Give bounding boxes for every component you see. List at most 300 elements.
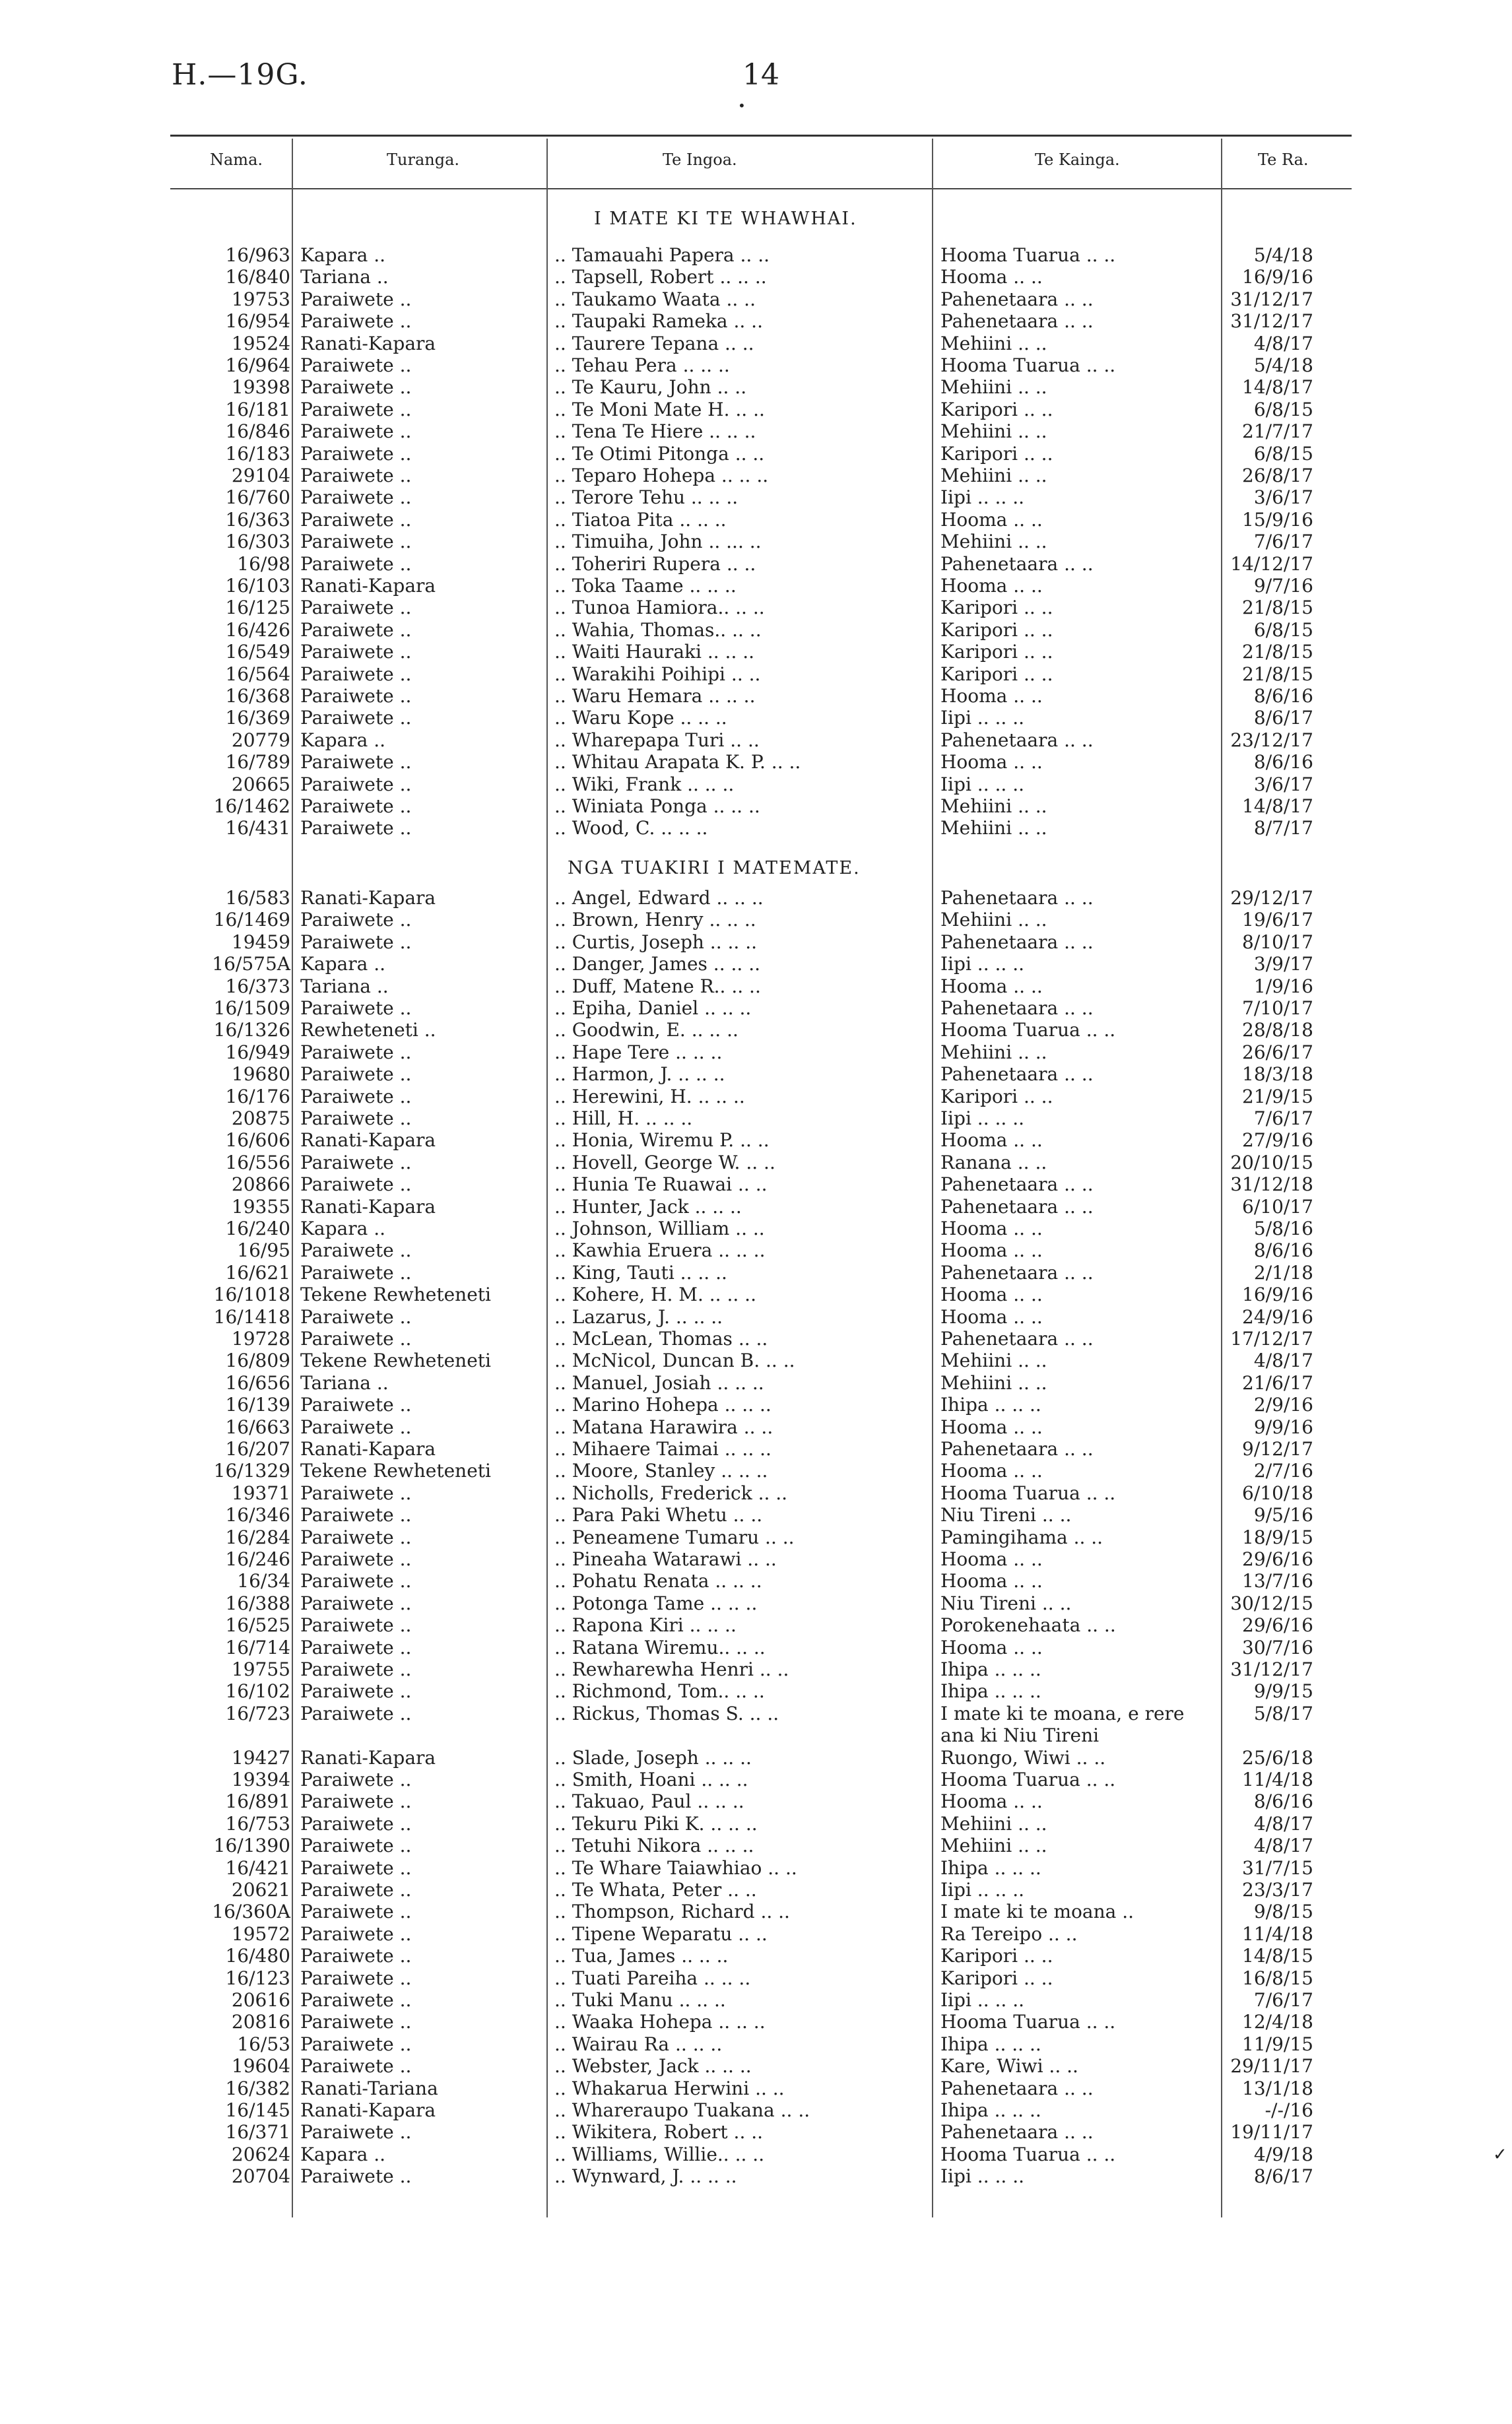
kainga-cell: Pahenetaara .. .. <box>940 288 1094 310</box>
ra-cell: 9/9/15 <box>1253 1680 1313 1703</box>
nama-cell: 16/98 <box>237 552 290 575</box>
turanga-cell: Kapara .. <box>300 953 386 975</box>
ra-cell: 5/4/18 <box>1253 354 1313 376</box>
ra-cell: 17/12/17 <box>1230 1328 1313 1350</box>
kainga-cell: Pahenetaara .. .. <box>940 1195 1094 1218</box>
ingoa-cell: .. Tua, James .. .. .. <box>554 1945 729 1967</box>
ingoa-cell: .. Rapona Kiri .. .. .. <box>554 1614 737 1637</box>
kainga-cell: Pahenetaara .. .. <box>940 1261 1094 1284</box>
nama-cell: 16/183 <box>225 442 290 465</box>
kainga-cell: Mehiini .. .. <box>940 909 1047 931</box>
kainga-cell: ana ki Niu Tireni <box>940 1724 1100 1747</box>
nama-cell: 16/368 <box>225 685 290 707</box>
nama-cell: 16/1469 <box>213 909 290 931</box>
nama-cell: 16/840 <box>225 266 290 288</box>
ingoa-cell: .. Te Moni Mate H. .. .. <box>554 398 765 420</box>
nama-cell: 19524 <box>231 332 290 354</box>
ingoa-cell: .. Waru Hemara .. .. .. <box>554 685 756 707</box>
kainga-cell: Mehiini .. .. <box>940 1371 1047 1394</box>
ra-cell: 7/6/17 <box>1253 531 1313 553</box>
kainga-cell: Iipi .. .. .. <box>940 773 1024 795</box>
kainga-cell: Karipori .. .. <box>940 442 1053 465</box>
nama-cell: 16/575A <box>212 953 290 975</box>
ra-cell: 16/9/16 <box>1242 266 1313 288</box>
nama-cell: 16/789 <box>225 751 290 773</box>
ingoa-cell: .. Wood, C. .. .. .. <box>554 817 708 839</box>
ra-cell: 26/8/17 <box>1242 465 1313 486</box>
nama-cell: 16/964 <box>225 354 290 376</box>
ra-cell: 8/10/17 <box>1242 931 1313 953</box>
ra-cell: 14/8/17 <box>1242 795 1313 817</box>
nama-cell: 16/564 <box>225 663 290 685</box>
ra-cell: 15/9/16 <box>1242 508 1313 531</box>
nama-cell: 19604 <box>231 2055 290 2078</box>
nama-cell: 16/426 <box>225 618 290 641</box>
header-rule-bottom <box>170 188 1352 189</box>
ra-cell: 6/10/17 <box>1242 1195 1313 1218</box>
ra-cell: 31/12/17 <box>1230 1658 1313 1680</box>
kainga-cell: Pahenetaara .. .. <box>940 1063 1094 1086</box>
kainga-cell: Ihipa .. .. .. <box>940 2033 1041 2055</box>
turanga-cell: Paraiwete .. <box>300 398 412 420</box>
kainga-cell: Hooma .. .. <box>940 1548 1043 1570</box>
turanga-cell: Paraiwete .. <box>300 1989 412 2011</box>
ra-cell: 19/11/17 <box>1230 2121 1313 2144</box>
ra-cell: 5/8/16 <box>1253 1218 1313 1239</box>
ingoa-cell: .. Whareraupo Tuakana .. .. <box>554 2099 810 2121</box>
nama-cell: 19572 <box>231 1922 290 1945</box>
section-title-whawhai: I MATE KI TE WHAWHAI. <box>594 209 857 229</box>
ra-cell: 8/6/17 <box>1253 707 1313 729</box>
nama-cell: 16/663 <box>225 1416 290 1438</box>
ingoa-cell: .. Rewharewha Henri .. .. <box>554 1658 789 1680</box>
ingoa-cell: .. Tuati Pareiha .. .. .. <box>554 1967 751 1989</box>
ra-cell: 8/6/17 <box>1253 2165 1313 2188</box>
nama-cell: 16/1329 <box>213 1460 290 1482</box>
nama-cell: 19371 <box>231 1482 290 1504</box>
turanga-cell: Paraiwete .. <box>300 909 412 931</box>
nama-cell: 16/371 <box>225 2121 290 2144</box>
kainga-cell: I mate ki te moana, e rere <box>940 1702 1185 1724</box>
nama-cell: 16/1326 <box>213 1019 290 1041</box>
nama-cell: 16/606 <box>225 1129 290 1152</box>
kainga-cell: Pahenetaara .. .. <box>940 729 1094 751</box>
turanga-cell: Paraiwete .. <box>300 1173 412 1196</box>
turanga-cell: Paraiwete .. <box>300 1636 412 1658</box>
ingoa-cell: .. Johnson, William .. .. <box>554 1218 765 1239</box>
turanga-cell: Paraiwete .. <box>300 288 412 310</box>
kainga-cell: Iipi .. .. .. <box>940 1989 1024 2011</box>
turanga-cell: Paraiwete .. <box>300 1305 412 1328</box>
turanga-cell: Paraiwete .. <box>300 442 412 465</box>
ra-cell: 4/9/18 <box>1253 2143 1313 2165</box>
column-header-ingoa: Te Ingoa. <box>663 150 737 169</box>
nama-cell: 16/480 <box>225 1945 290 1967</box>
nama-cell: 16/954 <box>225 310 290 333</box>
ra-cell: 14/12/17 <box>1230 552 1313 575</box>
kainga-cell: Karipori .. .. <box>940 1945 1053 1967</box>
nama-cell: 16/714 <box>225 1636 290 1658</box>
turanga-cell: Paraiwete .. <box>300 1812 412 1835</box>
kainga-cell: Hooma .. .. <box>940 1570 1043 1592</box>
ra-cell: 2/9/16 <box>1253 1394 1313 1416</box>
nama-cell: 16/284 <box>225 1526 290 1548</box>
turanga-cell: Paraiwete .. <box>300 2033 412 2055</box>
turanga-cell: Paraiwete .. <box>300 685 412 707</box>
ingoa-cell: .. Marino Hohepa .. .. .. <box>554 1394 772 1416</box>
ingoa-cell: .. Toka Taame .. .. .. <box>554 575 737 597</box>
kainga-cell: Hooma .. .. <box>940 1636 1043 1658</box>
nama-cell: 16/949 <box>225 1041 290 1063</box>
nama-cell: 16/525 <box>225 1614 290 1637</box>
turanga-cell: Paraiwete .. <box>300 1085 412 1107</box>
kainga-cell: Hooma .. .. <box>940 508 1043 531</box>
kainga-cell: Hooma Tuarua .. .. <box>940 2143 1116 2165</box>
ingoa-cell: .. Pineaha Watarawi .. .. <box>554 1548 777 1570</box>
nama-cell: 16/373 <box>225 975 290 997</box>
ingoa-cell: .. Hovell, George W. .. .. <box>554 1151 775 1173</box>
turanga-cell: Paraiwete .. <box>300 1945 412 1967</box>
turanga-cell: Ranati-Kapara <box>300 887 436 909</box>
kainga-cell: Hooma .. .. <box>940 266 1043 288</box>
kainga-cell: Mehiini .. .. <box>940 817 1047 839</box>
nama-cell: 20704 <box>231 2165 290 2188</box>
ingoa-cell: .. Pohatu Renata .. .. .. <box>554 1570 762 1592</box>
kainga-cell: Ihipa .. .. .. <box>940 1856 1041 1879</box>
kainga-cell: Karipori .. .. <box>940 663 1053 685</box>
ingoa-cell: .. King, Tauti .. .. .. <box>554 1261 727 1284</box>
ingoa-cell: .. Curtis, Joseph .. .. .. <box>554 931 758 953</box>
ra-cell: 5/4/18 <box>1253 244 1313 266</box>
ra-cell: 29/11/17 <box>1230 2055 1313 2078</box>
nama-cell: 16/102 <box>225 1680 290 1703</box>
ingoa-cell: .. Peneamene Tumaru .. .. <box>554 1526 795 1548</box>
nama-cell: 19394 <box>231 1769 290 1790</box>
turanga-cell: Paraiwete .. <box>300 376 412 399</box>
ingoa-cell: .. Ratana Wiremu.. .. .. <box>554 1636 766 1658</box>
turanga-cell: Paraiwete .. <box>300 1856 412 1879</box>
turanga-cell: Paraiwete .. <box>300 420 412 443</box>
kainga-cell: Hooma Tuarua .. .. <box>940 2011 1116 2033</box>
ingoa-cell: .. Te Otimi Pitonga .. .. <box>554 442 765 465</box>
nama-cell: 16/891 <box>225 1790 290 1813</box>
ingoa-cell: .. Taupaki Rameka .. .. <box>554 310 763 333</box>
nama-cell: 16/549 <box>225 641 290 663</box>
nama-cell: 16/145 <box>225 2099 290 2121</box>
kainga-cell: Pahenetaara .. .. <box>940 1438 1094 1460</box>
kainga-cell: Hooma Tuarua .. .. <box>940 354 1116 376</box>
ra-cell: 3/9/17 <box>1253 953 1313 975</box>
kainga-cell: Hooma Tuarua .. .. <box>940 1482 1116 1504</box>
ra-cell: 4/8/17 <box>1253 1812 1313 1835</box>
ingoa-cell: .. Waru Kope .. .. .. <box>554 707 727 729</box>
nama-cell: 16/95 <box>237 1239 290 1262</box>
turanga-cell: Paraiwete .. <box>300 1151 412 1173</box>
ingoa-cell: .. Potonga Tame .. .. .. <box>554 1592 758 1614</box>
ingoa-cell: .. Brown, Henry .. .. .. <box>554 909 756 931</box>
turanga-cell: Paraiwete .. <box>300 1107 412 1129</box>
ra-cell: 21/8/15 <box>1242 597 1313 619</box>
kainga-cell: Ra Tereipo .. .. <box>940 1922 1078 1945</box>
column-header-turanga: Turanga. <box>387 150 460 169</box>
ra-cell: 31/7/15 <box>1242 1856 1313 1879</box>
kainga-cell: Ihipa .. .. .. <box>940 1658 1041 1680</box>
ingoa-cell: .. Tetuhi Nikora .. .. .. <box>554 1835 754 1857</box>
nama-cell: 20779 <box>231 729 290 751</box>
nama-cell: 16/723 <box>225 1702 290 1724</box>
ra-cell: 27/9/16 <box>1242 1129 1313 1152</box>
ingoa-cell: .. Epiha, Daniel .. .. .. <box>554 997 752 1019</box>
ra-cell: 8/6/16 <box>1253 1239 1313 1262</box>
nama-cell: 20875 <box>231 1107 290 1129</box>
ingoa-cell: .. Manuel, Josiah .. .. .. <box>554 1371 764 1394</box>
ingoa-cell: .. Tapsell, Robert .. .. .. <box>554 266 767 288</box>
kainga-cell: Hooma .. .. <box>940 1284 1043 1306</box>
turanga-cell: Paraiwete .. <box>300 354 412 376</box>
turanga-cell: Paraiwete .. <box>300 1614 412 1637</box>
ingoa-cell: .. Mihaere Taimai .. .. .. <box>554 1438 772 1460</box>
turanga-cell: Kapara .. <box>300 729 386 751</box>
turanga-cell: Paraiwete .. <box>300 751 412 773</box>
kainga-cell: Niu Tireni .. .. <box>940 1592 1072 1614</box>
turanga-cell: Paraiwete .. <box>300 1261 412 1284</box>
ra-cell: 31/12/17 <box>1230 310 1313 333</box>
ra-cell: 13/1/18 <box>1242 2077 1313 2099</box>
nama-cell: 16/139 <box>225 1394 290 1416</box>
nama-cell: 20624 <box>231 2143 290 2165</box>
turanga-cell: Ranati-Kapara <box>300 1438 436 1460</box>
turanga-cell: Paraiwete .. <box>300 1702 412 1724</box>
ingoa-cell: .. Rickus, Thomas S. .. .. <box>554 1702 779 1724</box>
ingoa-cell: .. Thompson, Richard .. .. <box>554 1901 790 1923</box>
ra-cell: 8/6/16 <box>1253 685 1313 707</box>
ra-cell: 21/8/15 <box>1242 641 1313 663</box>
ra-cell: 8/6/16 <box>1253 1790 1313 1813</box>
nama-cell: 16/656 <box>225 1371 290 1394</box>
ra-cell: 8/7/17 <box>1253 817 1313 839</box>
turanga-cell: Tariana .. <box>300 1371 389 1394</box>
ra-cell: 9/7/16 <box>1253 575 1313 597</box>
nama-cell: 16/181 <box>225 398 290 420</box>
kainga-cell: Hooma .. .. <box>940 685 1043 707</box>
ingoa-cell: .. Tuki Manu .. .. .. <box>554 1989 726 2011</box>
turanga-cell: Paraiwete .. <box>300 486 412 509</box>
kainga-cell: Karipori .. .. <box>940 597 1053 619</box>
kainga-cell: Ranana .. .. <box>940 1151 1047 1173</box>
kainga-cell: Hooma .. .. <box>940 1460 1043 1482</box>
kainga-cell: Pahenetaara .. .. <box>940 887 1094 909</box>
kainga-cell: Pamingihama .. .. <box>940 1526 1103 1548</box>
ingoa-cell: .. Wynward, J. .. .. .. <box>554 2165 737 2188</box>
turanga-cell: Paraiwete .. <box>300 1548 412 1570</box>
ingoa-cell: .. Tamauahi Papera .. .. <box>554 244 770 266</box>
ingoa-cell: .. Te Whata, Peter .. .. <box>554 1879 757 1901</box>
ingoa-cell: .. Duff, Matene R.. .. .. <box>554 975 761 997</box>
turanga-cell: Paraiwete .. <box>300 465 412 486</box>
ra-cell: 14/8/17 <box>1242 376 1313 399</box>
turanga-cell: Paraiwete .. <box>300 2165 412 2188</box>
ingoa-cell: .. Te Whare Taiawhiao .. .. <box>554 1856 797 1879</box>
ingoa-cell: .. Goodwin, E. .. .. .. <box>554 1019 739 1041</box>
turanga-cell: Paraiwete .. <box>300 2011 412 2033</box>
nama-cell: 16/760 <box>225 486 290 509</box>
ingoa-cell: .. Angel, Edward .. .. .. <box>554 887 764 909</box>
ingoa-cell: .. Taurere Tepana .. .. <box>554 332 754 354</box>
kainga-cell: Ihipa .. .. .. <box>940 1394 1041 1416</box>
turanga-cell: Kapara .. <box>300 1218 386 1239</box>
turanga-cell: Paraiwete .. <box>300 997 412 1019</box>
ingoa-cell: .. Teparo Hohepa .. .. .. <box>554 465 769 486</box>
nama-cell: 19755 <box>231 1658 290 1680</box>
ingoa-cell: .. Tekuru Piki K. .. .. .. <box>554 1812 758 1835</box>
kainga-cell: Mehiini .. .. <box>940 465 1047 486</box>
kainga-cell: Iipi .. .. .. <box>940 486 1024 509</box>
ingoa-cell: .. Hunia Te Ruawai .. .. <box>554 1173 768 1196</box>
kainga-cell: Pahenetaara .. .. <box>940 2077 1094 2099</box>
turanga-cell: Ranati-Kapara <box>300 575 436 597</box>
ra-cell: 29/6/16 <box>1242 1548 1313 1570</box>
turanga-cell: Paraiwete .. <box>300 1526 412 1548</box>
nama-cell: 16/246 <box>225 1548 290 1570</box>
turanga-cell: Paraiwete .. <box>300 1570 412 1592</box>
ra-cell: 31/12/18 <box>1230 1173 1313 1196</box>
kainga-cell: Karipori .. .. <box>940 641 1053 663</box>
nama-cell: 19680 <box>231 1063 290 1086</box>
turanga-cell: Paraiwete .. <box>300 1592 412 1614</box>
ingoa-cell: .. Nicholls, Frederick .. .. <box>554 1482 788 1504</box>
nama-cell: 16/34 <box>237 1570 290 1592</box>
turanga-cell: Paraiwete .. <box>300 1482 412 1504</box>
margin-mark: ✓ <box>1493 2145 1507 2165</box>
turanga-cell: Ranati-Tariana <box>300 2077 438 2099</box>
ingoa-cell: .. Tehau Pera .. .. .. <box>554 354 730 376</box>
nama-cell: 16/963 <box>225 244 290 266</box>
nama-cell: 16/363 <box>225 508 290 531</box>
kainga-cell: Karipori .. .. <box>940 618 1053 641</box>
ra-cell: 3/6/17 <box>1253 773 1313 795</box>
kainga-cell: Pahenetaara .. .. <box>940 552 1094 575</box>
ra-cell: 9/5/16 <box>1253 1504 1313 1526</box>
ra-cell: 23/12/17 <box>1230 729 1313 751</box>
ra-cell: -/-/16 <box>1265 2099 1313 2121</box>
kainga-cell: Hooma Tuarua .. .. <box>940 1019 1116 1041</box>
kainga-cell: Mehiini .. .. <box>940 531 1047 553</box>
ra-cell: 16/9/16 <box>1242 1284 1313 1306</box>
ra-cell: 26/6/17 <box>1242 1041 1313 1063</box>
ingoa-cell: .. Honia, Wiremu P. .. .. <box>554 1129 770 1152</box>
column-divider <box>546 139 548 2217</box>
ra-cell: 3/6/17 <box>1253 486 1313 509</box>
nama-cell: 19427 <box>231 1746 290 1769</box>
column-header-nama: Nama. <box>210 150 263 169</box>
turanga-cell: Paraiwete .. <box>300 597 412 619</box>
ingoa-cell: .. McLean, Thomas .. .. <box>554 1328 768 1350</box>
turanga-cell: Paraiwete .. <box>300 2055 412 2078</box>
ra-cell: 6/8/15 <box>1253 618 1313 641</box>
turanga-cell: Tariana .. <box>300 975 389 997</box>
ingoa-cell: .. Danger, James .. .. .. <box>554 953 760 975</box>
ingoa-cell: .. Hape Tere .. .. .. <box>554 1041 723 1063</box>
nama-cell: 16/360A <box>212 1901 290 1923</box>
kainga-cell: Hooma Tuarua .. .. <box>940 1769 1116 1790</box>
ingoa-cell: .. Tena Te Hiere .. .. .. <box>554 420 756 443</box>
ra-cell: 9/12/17 <box>1242 1438 1313 1460</box>
turanga-cell: Paraiwete .. <box>300 795 412 817</box>
ingoa-cell: .. Tiatoa Pita .. .. .. <box>554 508 727 531</box>
ra-cell: 12/4/18 <box>1242 2011 1313 2033</box>
ingoa-cell: .. Matana Harawira .. .. <box>554 1416 773 1438</box>
ra-cell: 11/4/18 <box>1242 1922 1313 1945</box>
nama-cell: 16/1390 <box>213 1835 290 1857</box>
ingoa-cell: .. Tipene Weparatu .. .. <box>554 1922 768 1945</box>
ra-cell: 11/9/15 <box>1242 2033 1313 2055</box>
turanga-cell: Paraiwete .. <box>300 310 412 333</box>
kainga-cell: Ihipa .. .. .. <box>940 1680 1041 1703</box>
turanga-cell: Paraiwete .. <box>300 1901 412 1923</box>
turanga-cell: Paraiwete .. <box>300 1769 412 1790</box>
turanga-cell: Tekene Rewheteneti <box>300 1460 491 1482</box>
nama-cell: 19459 <box>231 931 290 953</box>
kainga-cell: Iipi .. .. .. <box>940 1879 1024 1901</box>
turanga-cell: Ranati-Kapara <box>300 1129 436 1152</box>
kainga-cell: Hooma .. .. <box>940 1129 1043 1152</box>
turanga-cell: Paraiwete .. <box>300 1041 412 1063</box>
kainga-cell: Mehiini .. .. <box>940 420 1047 443</box>
nama-cell: 16/809 <box>225 1350 290 1372</box>
kainga-cell: Mehiini .. .. <box>940 332 1047 354</box>
kainga-cell: Hooma .. .. <box>940 1305 1043 1328</box>
nama-cell: 16/1418 <box>213 1305 290 1328</box>
ra-cell: 9/9/16 <box>1253 1416 1313 1438</box>
ra-cell: 7/6/17 <box>1253 1107 1313 1129</box>
ra-cell: 11/4/18 <box>1242 1769 1313 1790</box>
nama-cell: 16/346 <box>225 1504 290 1526</box>
page-reference: H.—19G. <box>172 58 308 92</box>
page-number: 14 <box>742 58 779 92</box>
turanga-cell: Ranati-Kapara <box>300 1195 436 1218</box>
nama-cell: 16/388 <box>225 1592 290 1614</box>
page-mark: • <box>738 98 746 114</box>
ingoa-cell: .. Wiki, Frank .. .. .. <box>554 773 735 795</box>
ra-cell: 4/8/17 <box>1253 1835 1313 1857</box>
turanga-cell: Paraiwete .. <box>300 1328 412 1350</box>
column-header-kainga: Te Kainga. <box>1035 150 1120 169</box>
ra-cell: 6/8/15 <box>1253 398 1313 420</box>
ingoa-cell: .. Waaka Hohepa .. .. .. <box>554 2011 766 2033</box>
ingoa-cell: .. Terore Tehu .. .. .. <box>554 486 739 509</box>
ingoa-cell: .. Kohere, H. M. .. .. .. <box>554 1284 756 1306</box>
kainga-cell: Pahenetaara .. .. <box>940 931 1094 953</box>
turanga-cell: Paraiwete .. <box>300 552 412 575</box>
nama-cell: 20621 <box>231 1879 290 1901</box>
kainga-cell: Mehiini .. .. <box>940 1350 1047 1372</box>
ingoa-cell: .. Whakarua Herwini .. .. <box>554 2077 785 2099</box>
turanga-cell: Ranati-Kapara <box>300 2099 436 2121</box>
turanga-cell: Kapara .. <box>300 2143 386 2165</box>
nama-cell: 16/1462 <box>213 795 290 817</box>
ingoa-cell: .. Williams, Willie.. .. .. <box>554 2143 765 2165</box>
turanga-cell: Paraiwete .. <box>300 1922 412 1945</box>
ra-cell: 21/9/15 <box>1242 1085 1313 1107</box>
kainga-cell: Iipi .. .. .. <box>940 1107 1024 1129</box>
kainga-cell: Ihipa .. .. .. <box>940 2099 1041 2121</box>
nama-cell: 20816 <box>231 2011 290 2033</box>
ingoa-cell: .. Wairau Ra .. .. .. <box>554 2033 723 2055</box>
kainga-cell: Iipi .. .. .. <box>940 2165 1024 2188</box>
ingoa-cell: .. Kawhia Eruera .. .. .. <box>554 1239 766 1262</box>
turanga-cell: Ranati-Kapara <box>300 1746 436 1769</box>
ra-cell: 28/8/18 <box>1242 1019 1313 1041</box>
